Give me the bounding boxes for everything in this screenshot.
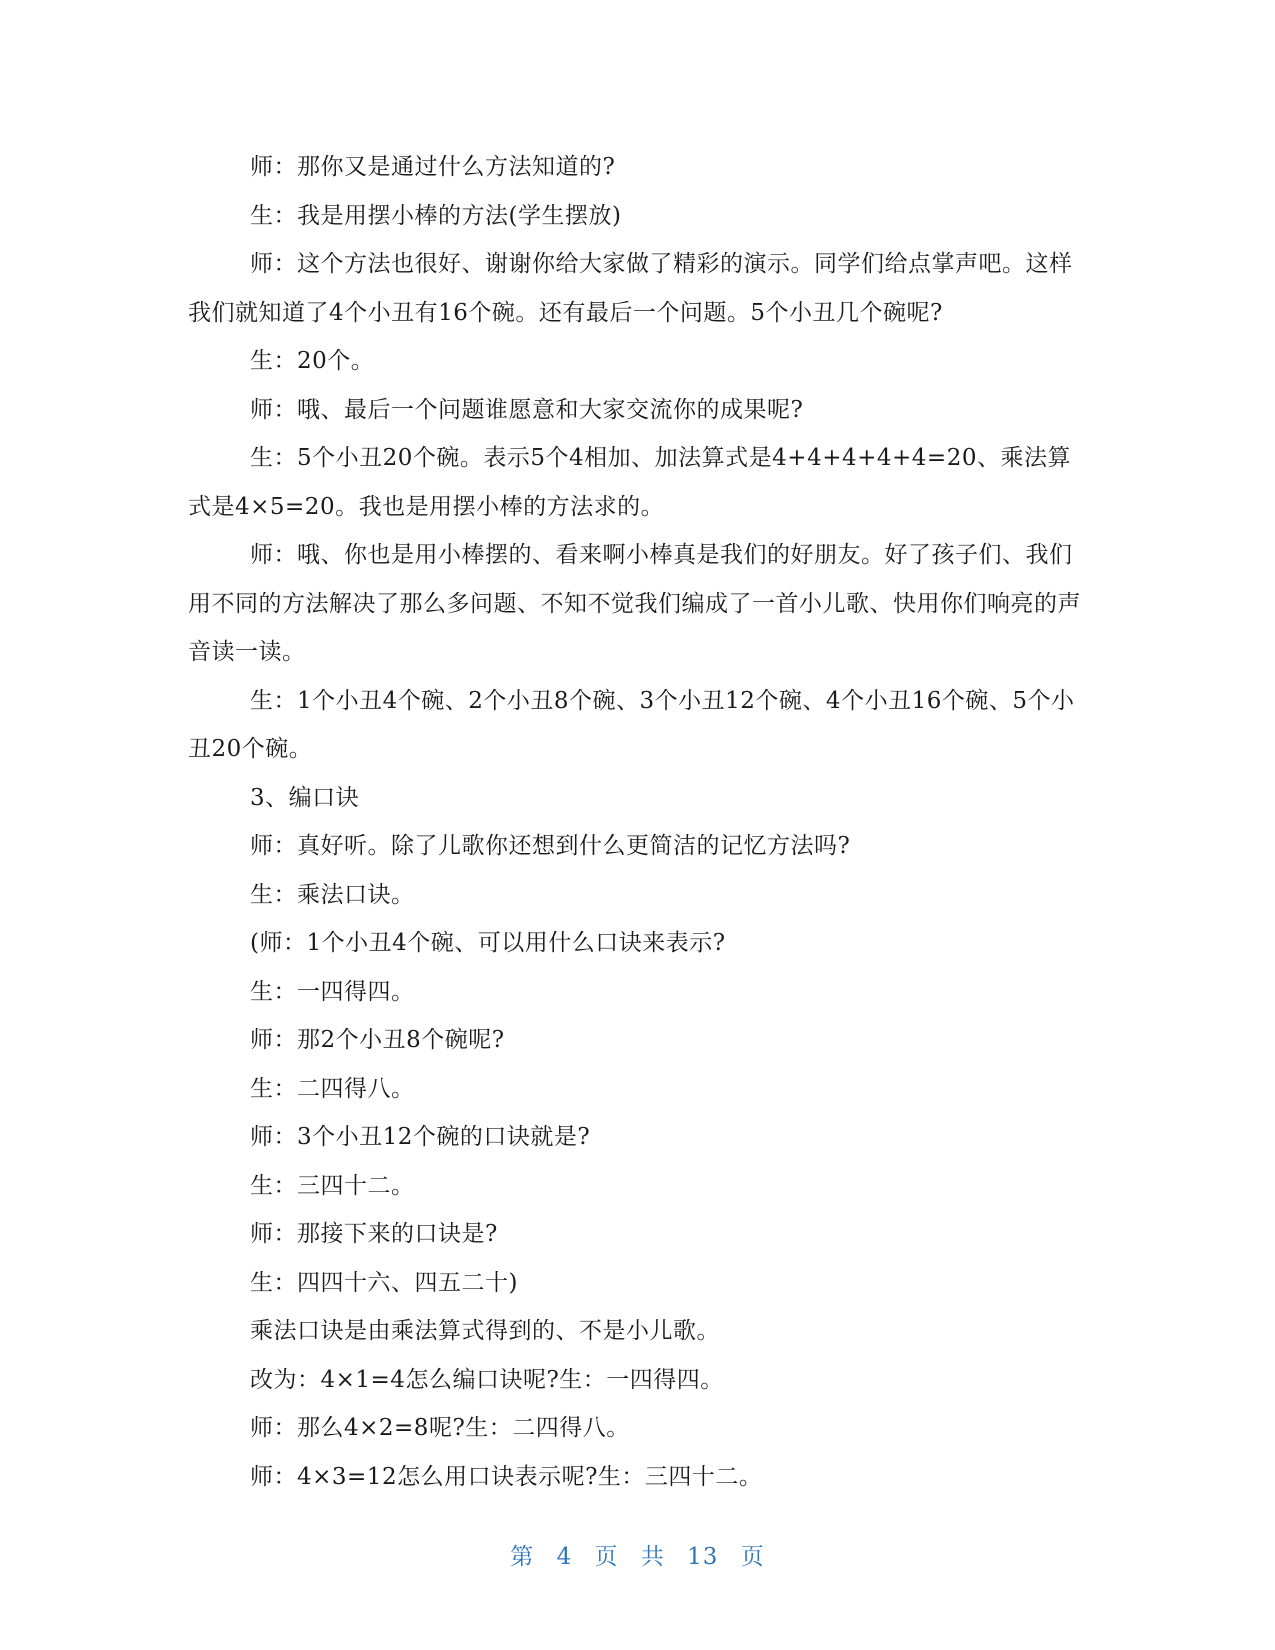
paragraph: 生：1个小丑4个碗、2个小丑8个碗、3个小丑12个碗、4个小丑16个碗、5个小丑20个碗。: [188, 687, 1075, 762]
paragraph: 生：三四十二。: [250, 1172, 415, 1199]
paragraph: 生：5个小丑20个碗。表示5个4相加、加法算式是4+4+4+4+4=20、乘法算式是4×5=20。我也是用摆小棒的方法求的。: [188, 445, 1071, 520]
paragraph: 师：哦、你也是用小棒摆的、看来啊小棒真是我们的好朋友。好了孩子们、我们用不同的方法解决了那么多问题、不知不觉我们编成了一首小儿歌、快用你们响亮的声音读一读。: [188, 542, 1081, 665]
paragraph: 生：一四得四。: [250, 978, 415, 1005]
paragraph: 乘法口诀是由乘法算式得到的、不是小儿歌。: [250, 1318, 720, 1344]
paragraph: 生：20个。: [250, 348, 375, 374]
paragraph: 师：那接下来的口诀是?: [250, 1221, 498, 1247]
footer-gong: 共: [640, 1544, 665, 1570]
paragraph: 师：那你又是通过什么方法知道的?: [250, 154, 616, 180]
document-body: [188, 143, 1088, 1501]
paragraph: 改为：4×1=4怎么编口诀呢?生：一四得四。: [250, 1366, 724, 1393]
paragraph: 师：真好听。除了儿歌你还想到什么更简洁的记忆方法吗?: [250, 833, 851, 859]
footer-di: 第: [510, 1544, 535, 1570]
paragraph: 生：我是用摆小棒的方法(学生摆放): [250, 202, 622, 229]
paragraph: 生：二四得八。: [250, 1075, 415, 1102]
footer-ye: 页: [594, 1544, 619, 1570]
paragraph: 师：哦、最后一个问题谁愿意和大家交流你的成果呢?: [250, 396, 804, 423]
section-heading: 3、编口诀: [250, 784, 360, 811]
footer-total-pages: 13: [687, 1544, 719, 1570]
paragraph: (师：1个小丑4个碗、可以用什么口诀来表示?: [250, 930, 726, 956]
page-footer: [0, 1538, 1275, 1571]
paragraph: 师：那2个小丑8个碗呢?: [250, 1027, 505, 1053]
footer-ye-end: 页: [740, 1544, 765, 1570]
paragraph: 师：3个小丑12个碗的口诀就是?: [250, 1124, 591, 1150]
paragraph: 师：4×3=12怎么用口诀表示呢?生：三四十二。: [250, 1463, 763, 1490]
paragraph: 生：乘法口诀。: [250, 881, 415, 908]
paragraph: 师：这个方法也很好、谢谢你给大家做了精彩的演示。同学们给点掌声吧。这样我们就知道了4个小丑有16个碗。还有最后一个问题。5个小丑几个碗呢?: [188, 251, 1073, 326]
footer-page-number: 4: [556, 1544, 573, 1570]
paragraph: 师：那么4×2=8呢?生：二四得八。: [250, 1415, 630, 1441]
paragraph: 生：四四十六、四五二十): [250, 1269, 518, 1296]
